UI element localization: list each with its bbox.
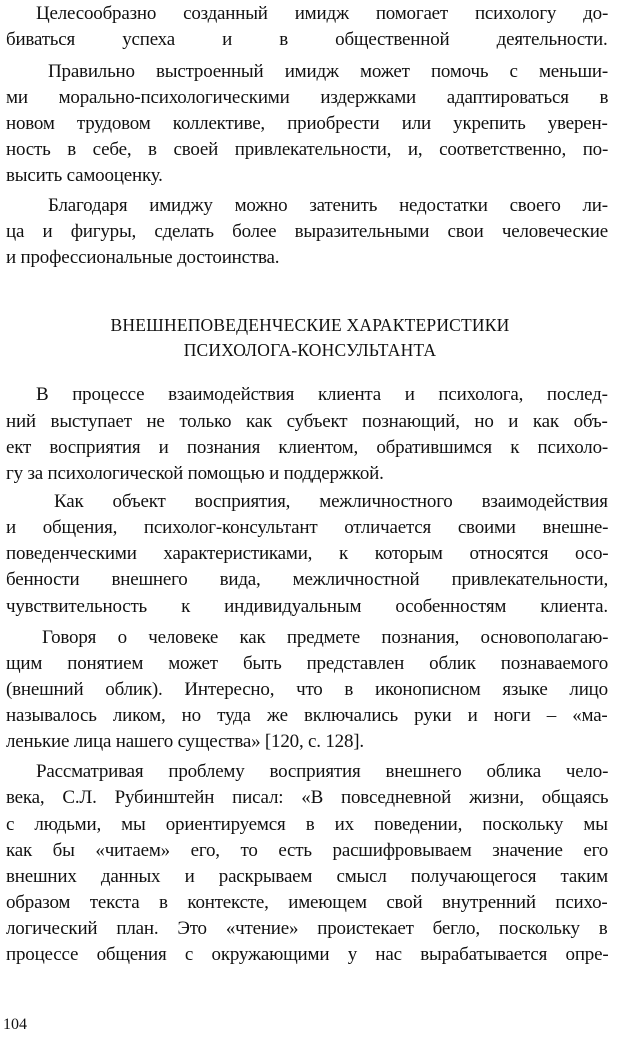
section-paragraph-4-line-6: образом текста в контексте, имеющем свой внутренний психо- <box>6 892 608 913</box>
page-number: 104 <box>3 1016 27 1033</box>
section-paragraph-2-line-5: чувствительность к индивидуальным особенностям клиента. <box>6 596 608 617</box>
section-paragraph-1-line-3: ект восприятия и познания клиентом, обратившимся к психоло- <box>6 437 609 458</box>
section-paragraph-2-line-2: и общения, психолог-консультант отличается своими внешне- <box>6 517 609 538</box>
section-paragraph-3-line-1: Говоря о человеке как предмете познания, основополагаю- <box>42 627 609 648</box>
section-paragraph-3-line-4: называлось ликом, но туда же включались руки и ноги – «ма- <box>6 705 608 726</box>
paragraph-1-line-2: биваться успеха и в общественной деятельности. <box>6 29 608 50</box>
section-paragraph-1-line-2: ний выступает не только как субъект познающий, но и как объ- <box>6 411 608 432</box>
paragraph-2-line-2: ми морально-психологическими издержками адаптироваться в <box>6 87 609 108</box>
section-paragraph-1-line-4: гу за психологической помощью и поддержкой. <box>6 463 384 484</box>
section-paragraph-2-line-3: поведенческими характеристиками, к которым относятся осо- <box>6 543 609 564</box>
section-paragraph-4-line-5: внешних данных и раскрываем смысл получающегося таким <box>6 866 608 887</box>
paragraph-3-line-1: Благодаря имиджу можно затенить недостатки своего ли- <box>48 195 608 216</box>
section-paragraph-2-line-4: бенности внешнего вида, межличностной привлекательности, <box>6 569 609 590</box>
paragraph-1-line-1: Целесообразно созданный имидж помогает психологу до- <box>36 3 609 24</box>
paragraph-2-line-1: Правильно выстроенный имидж может помочь с меньши- <box>48 61 608 82</box>
section-paragraph-4-line-1: Рассматривая проблему восприятия внешнего облика чело- <box>36 761 609 782</box>
section-paragraph-2-line-1: Как объект восприятия, межличностного взаимодействия <box>54 491 608 512</box>
paragraph-2-line-4: ность в себе, в своей привлекательности, и, соответственно, по- <box>6 139 609 160</box>
section-paragraph-4-line-2: века, С.Л. Рубинштейн писал: «В повседневной жизни, общаясь <box>6 787 609 808</box>
section-paragraph-3-line-3: (внешний облик). Интересно, что в иконописном языке лицо <box>6 679 608 700</box>
section-paragraph-4-line-4: как бы «читаем» его, то есть расшифровываем значение его <box>6 840 609 861</box>
section-paragraph-3-line-2: щим понятием может быть представлен облик познаваемого <box>6 653 609 674</box>
section-paragraph-1-line-1: В процессе взаимодействия клиента и психолога, послед- <box>36 384 608 405</box>
paragraph-3-line-2: ца и фигуры, сделать более выразительными свои человеческие <box>6 221 608 242</box>
paragraph-2-line-5: высить самооценку. <box>6 165 163 186</box>
section-heading-line-1: ВНЕШНЕПОВЕДЕНЧЕСКИЕ ХАРАКТЕРИСТИКИ <box>110 315 510 335</box>
section-paragraph-4-line-7: логический план. Это «чтение» проистекает бегло, поскольку в <box>6 918 608 939</box>
paragraph-2-line-3: новом трудовом коллективе, приобрести или укрепить уверен- <box>6 113 608 134</box>
paragraph-3-line-3: и профессиональные достоинства. <box>6 247 280 268</box>
section-paragraph-4-line-3: с людьми, мы ориентируемся в их поведении, поскольку мы <box>6 814 608 835</box>
section-paragraph-4-line-8: процессе общения с окружающими у нас вырабатывается опре- <box>6 944 609 965</box>
section-heading-line-2: ПСИХОЛОГА-КОНСУЛЬТАНТА <box>183 340 437 360</box>
section-paragraph-3-line-5: ленькие лица нашего существа» [120, с. 128]. <box>6 731 364 752</box>
